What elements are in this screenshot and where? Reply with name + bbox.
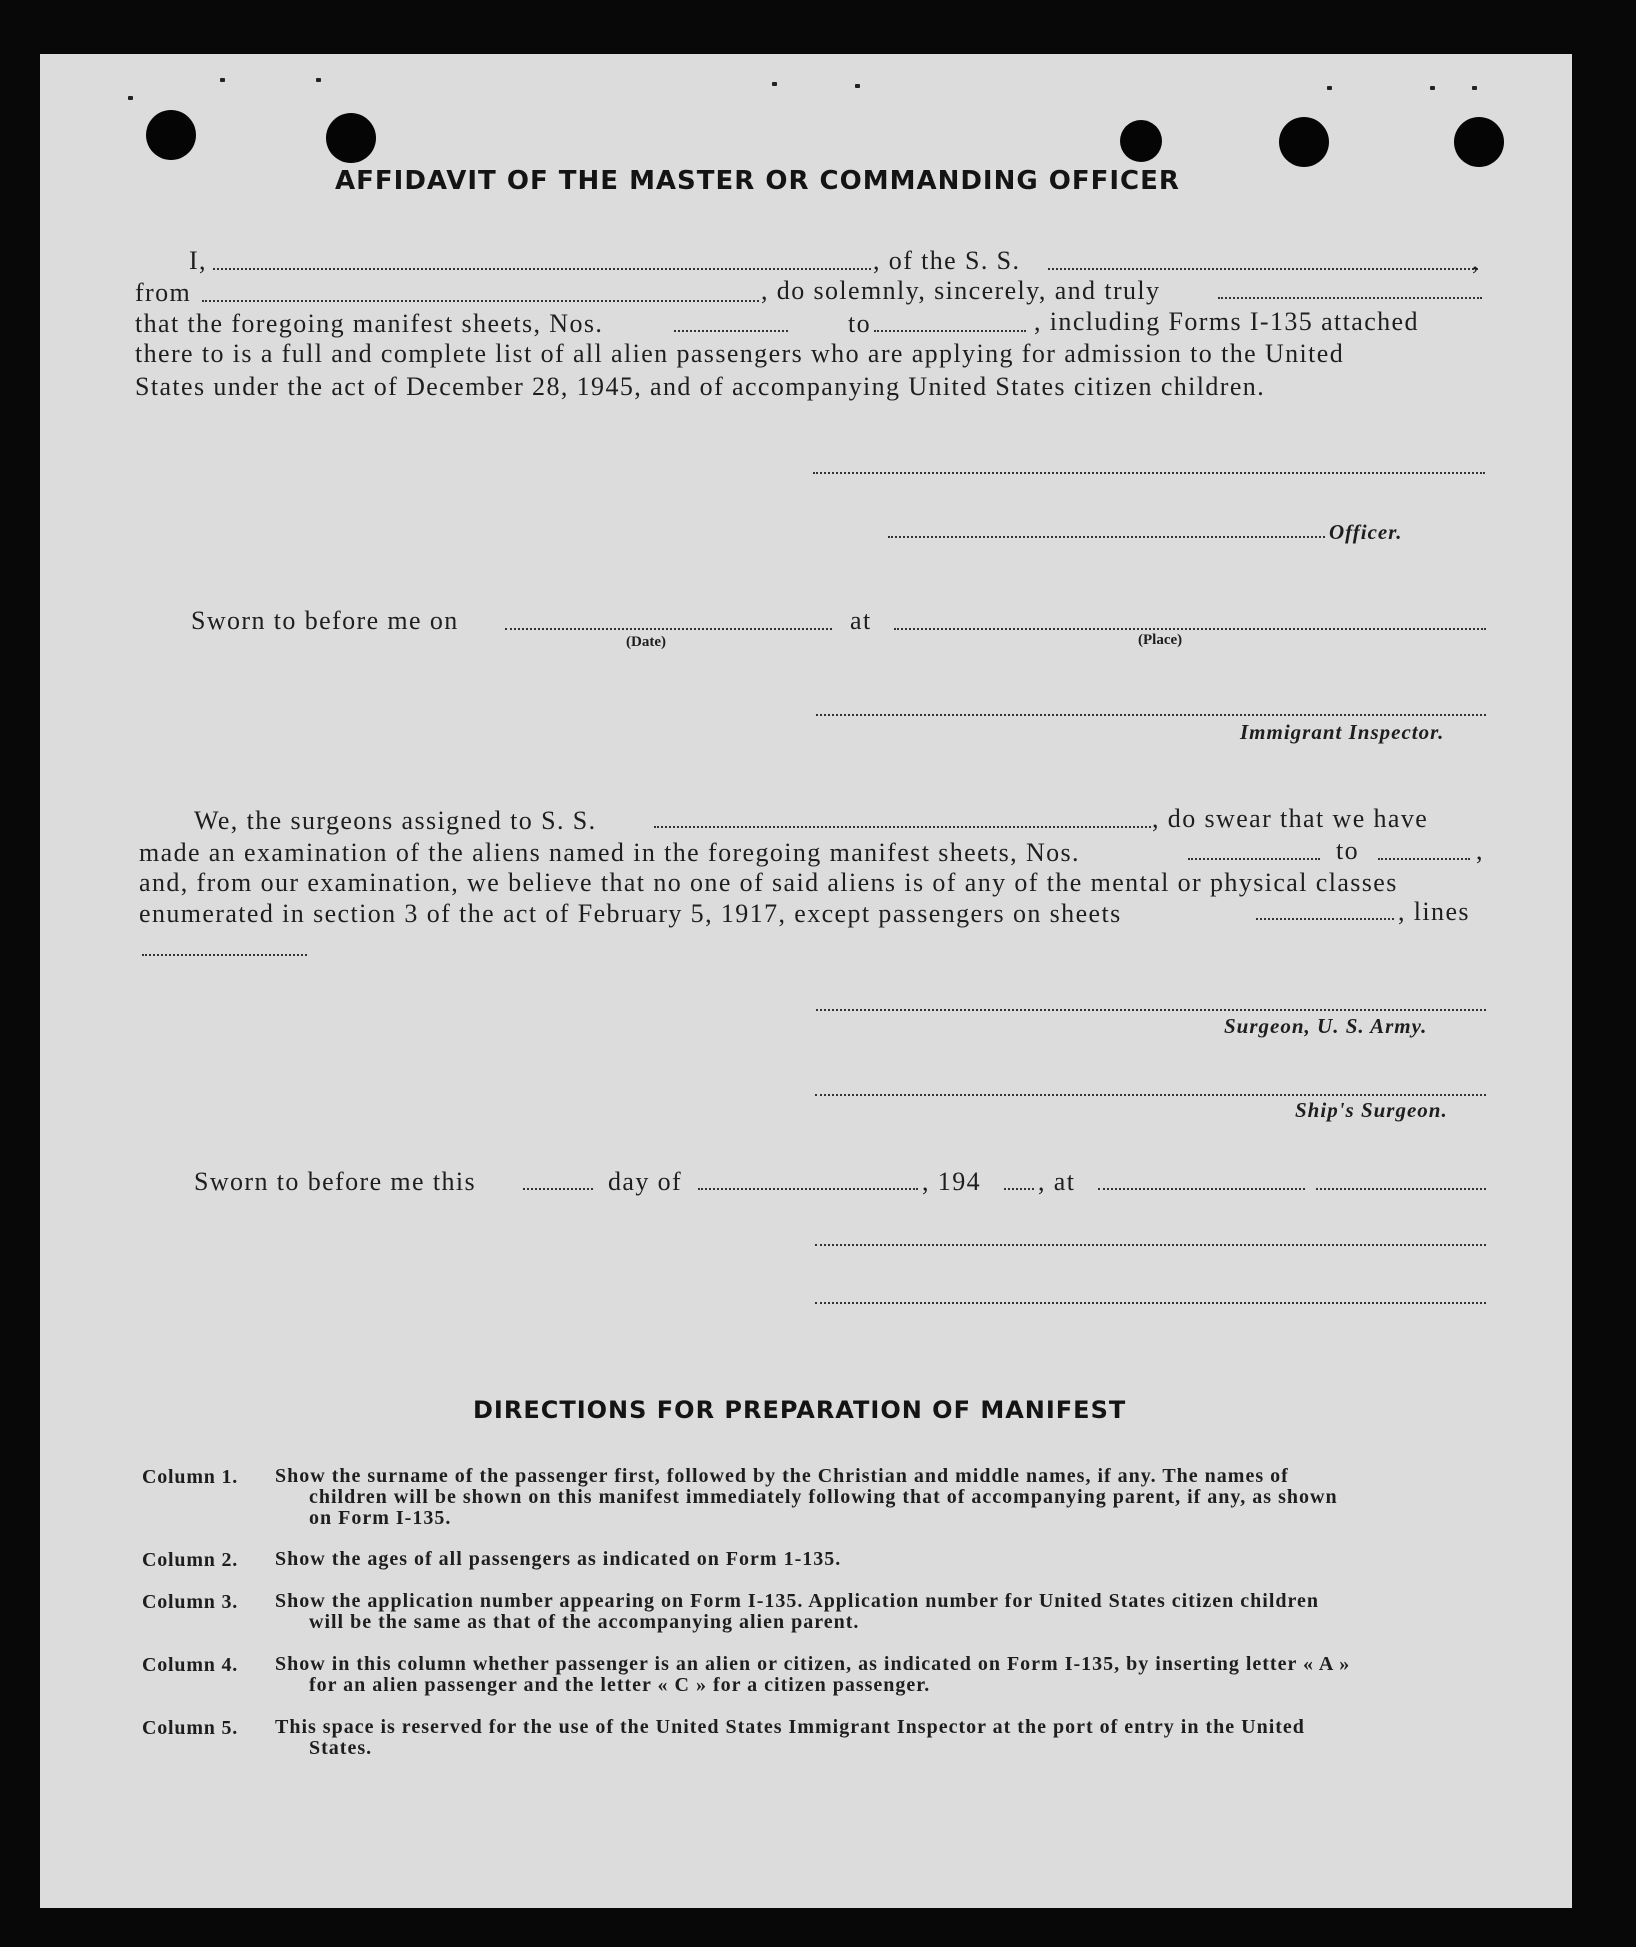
column-3-line: will be the same as that of the accompanying alien parent. [309, 1611, 860, 1633]
column-1-label: Column 1. [142, 1466, 239, 1488]
exam-to-blank[interactable] [1378, 858, 1470, 860]
text-made-exam: made an examination of the aliens named in the foregoing manifest sheets, Nos. [139, 838, 1080, 867]
signature-blank-3[interactable] [815, 1302, 1486, 1304]
speck [220, 78, 225, 82]
text-line3: and, from our examination, we believe that no one of said aliens is of any of the mental or physical classes [139, 868, 1398, 897]
text-day-of: day of [608, 1167, 683, 1196]
text-of-ss: , of the S. S. [873, 246, 1021, 275]
text-to: to [848, 309, 872, 338]
inspector-label: Immigrant Inspector. [1240, 720, 1445, 744]
text-including: , including Forms I-135 attached [1034, 307, 1419, 336]
text-at-2: , at [1038, 1167, 1076, 1196]
column-2-line: Show the ages of all passengers as indicated on Form 1-135. [275, 1548, 842, 1570]
surgeons-ship-blank[interactable] [654, 826, 1151, 828]
ship-surgeon-label: Ship's Surgeon. [1295, 1098, 1448, 1122]
column-5-line: States. [309, 1737, 373, 1759]
column-5-text [275, 1717, 1530, 1759]
army-surgeon-blank[interactable] [816, 1009, 1486, 1011]
place-label: (Place) [1138, 632, 1183, 648]
month-blank[interactable] [698, 1188, 918, 1190]
sheet-to-blank[interactable] [874, 330, 1026, 332]
army-surgeon-label: Surgeon, U. S. Army. [1224, 1014, 1428, 1038]
column-4-line: for an alien passenger and the letter « C » for a citizen passenger. [309, 1674, 931, 1696]
speck [316, 78, 321, 82]
column-1-line: Show the surname of the passenger first, followed by the Christian and middle names, if any. The names of [275, 1465, 1289, 1487]
text-surgeons: We, the surgeons assigned to S. S. [194, 806, 597, 835]
speck [128, 96, 133, 100]
from-blank[interactable] [202, 300, 759, 302]
text-from: from [135, 278, 192, 307]
text-do-swear: , do swear that we have [1152, 804, 1429, 833]
punch-hole [1279, 117, 1329, 167]
place-blank[interactable] [894, 628, 1486, 630]
text-line4: there to is a full and complete list of all alien passengers who are applying for admission to the United [135, 339, 1345, 368]
name-blank[interactable] [213, 268, 871, 270]
text-i: I, [189, 246, 207, 275]
text-194: , 194 [922, 1167, 981, 1196]
punch-hole [1120, 120, 1162, 162]
column-3-label: Column 3. [142, 1591, 239, 1613]
sheet-from-blank[interactable] [674, 330, 788, 332]
lines-blank[interactable] [142, 954, 307, 956]
speck [1430, 86, 1435, 90]
day-blank[interactable] [523, 1188, 593, 1190]
text-at: at [850, 606, 872, 635]
year-blank[interactable] [1004, 1188, 1034, 1190]
column-1-line: on Form I-135. [309, 1507, 452, 1529]
text-comma: , [1472, 246, 1480, 275]
column-3-line: Show the application number appearing on Form I-135. Application number for United States citizen children [275, 1590, 1320, 1612]
punch-hole [1454, 117, 1504, 167]
text-manifest-nos: that the foregoing manifest sheets, Nos. [135, 309, 604, 338]
column-4-label: Column 4. [142, 1654, 239, 1676]
text-solemnly: , do solemnly, sincerely, and truly [761, 276, 1161, 305]
date-label: (Date) [626, 634, 666, 650]
inspector-blank[interactable] [816, 714, 1486, 716]
punch-hole [326, 113, 376, 163]
column-1-line: children will be shown on this manifest immediately following that of accompanying parent, if any, as shown [309, 1486, 1338, 1508]
text-sworn-this: Sworn to before me this [194, 1167, 477, 1196]
date-blank[interactable] [505, 628, 832, 630]
speck [855, 84, 860, 88]
signature-blank[interactable] [813, 472, 1485, 474]
column-4-line: Show in this column whether passenger is an alien or citizen, as indicated on Form I-135, by inserting letter « A » [275, 1653, 1351, 1675]
column-5-label: Column 5. [142, 1717, 239, 1739]
column-5-line: This space is reserved for the use of the United States Immigrant Inspector at the port of entry in the United [275, 1716, 1305, 1738]
speck [1327, 86, 1332, 90]
column-2-text [275, 1549, 1530, 1570]
speck [1472, 86, 1477, 90]
text-lines: , lines [1398, 897, 1470, 926]
column-3-text [275, 1591, 1530, 1633]
affidavit-title: AFFIDAVIT OF THE MASTER OR COMMANDING OFFICER [335, 166, 1180, 196]
text-sworn-on: Sworn to before me on [191, 606, 459, 635]
speck [772, 82, 777, 86]
at-blank-1[interactable] [1098, 1188, 1305, 1190]
ship-name-blank[interactable] [1048, 268, 1478, 270]
signature-blank-2[interactable] [815, 1244, 1486, 1246]
column-2-label: Column 2. [142, 1549, 239, 1571]
officer-blank[interactable] [888, 536, 1325, 538]
column-1-text [275, 1466, 1530, 1529]
at-blank-2[interactable] [1316, 1188, 1486, 1190]
directions-title: DIRECTIONS FOR PREPARATION OF MANIFEST [473, 1396, 1127, 1424]
exam-from-blank[interactable] [1188, 858, 1320, 860]
text-line5: States under the act of December 28, 1945, and of accompanying United States citizen children. [135, 372, 1266, 401]
truly-blank[interactable] [1218, 297, 1482, 299]
form-page [40, 54, 1572, 1908]
officer-label: Officer. [1329, 520, 1403, 544]
punch-hole [146, 110, 196, 160]
sheets-blank[interactable] [1256, 918, 1394, 920]
text-to-2: to [1336, 836, 1360, 865]
text-enumerated: enumerated in section 3 of the act of February 5, 1917, except passengers on sheets [139, 899, 1122, 928]
ship-surgeon-blank[interactable] [815, 1094, 1486, 1096]
column-4-text [275, 1654, 1530, 1696]
text-comma-2: , [1476, 836, 1484, 865]
